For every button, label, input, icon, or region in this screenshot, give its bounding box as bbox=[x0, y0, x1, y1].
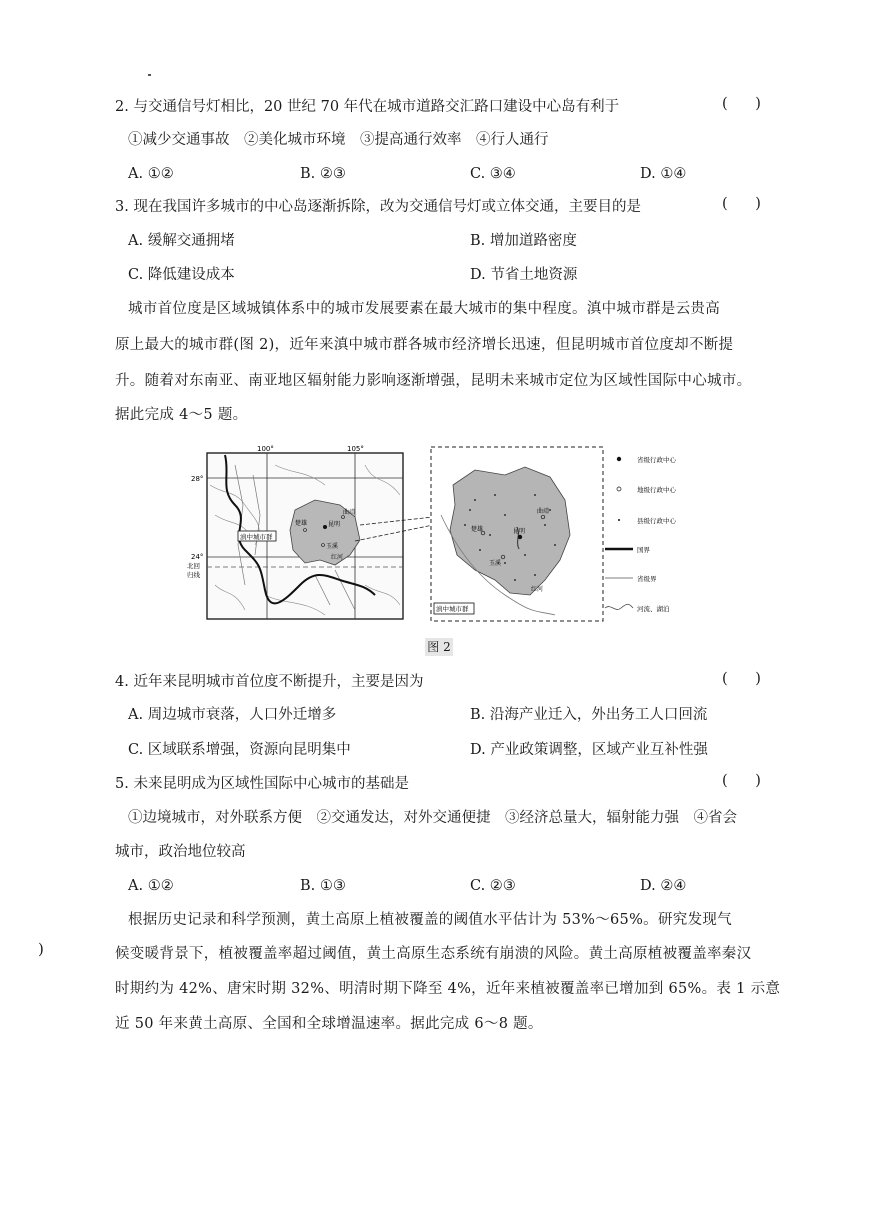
question-3-option-b[interactable]: B. 增加道路密度 bbox=[470, 233, 577, 249]
question-3-answer-bracket[interactable]: ( ) bbox=[722, 196, 761, 212]
question-2-answer-bracket[interactable]: ( ) bbox=[722, 96, 761, 112]
passage-1-line-3: 升。随着对东南亚、南亚地区辐射能力影响逐渐增强，昆明未来城市定位为区域性国际中心城市。 bbox=[115, 373, 752, 389]
figure-2-map bbox=[187, 445, 676, 625]
inset-city-yuxi: 玉溪 bbox=[489, 560, 502, 567]
passage-2-line-4: 近 50 年来黄土高原、全国和全球增温速率。据此完成 6～8 题。 bbox=[115, 1016, 543, 1032]
left-map-city-honghe: 红河 bbox=[331, 554, 344, 561]
question-2-option-d[interactable]: D. ①④ bbox=[640, 166, 687, 182]
left-map-city-yuxi: 玉溪 bbox=[326, 543, 339, 550]
left-map-city-qujing: 曲靖 bbox=[343, 509, 356, 516]
question-2-option-a[interactable]: A. ①② bbox=[128, 166, 174, 182]
inset-city-kunming: 昆明 bbox=[513, 528, 526, 535]
regional-map bbox=[187, 445, 403, 619]
inset-map bbox=[431, 447, 603, 621]
figure-2-caption: 图 2 bbox=[425, 638, 453, 656]
inset-city-qujing: 曲靖 bbox=[537, 508, 550, 515]
question-4-option-d[interactable]: D. 产业政策调整，区域产业互补性强 bbox=[470, 742, 708, 758]
left-map-region-label: 滇中城市群 bbox=[240, 533, 273, 541]
question-5-items-line-1: ①边境城市，对外联系方便 ②交通发达，对外交通便捷 ③经济总量大，辐射能力强 ④省会 bbox=[128, 810, 737, 826]
question-2-stem: 2. 与交通信号灯相比，20 世纪 70 年代在城市道路交汇路口建设中心岛有利于 bbox=[115, 99, 620, 115]
left-map-city-chuxiong: 楚雄 bbox=[295, 520, 308, 527]
tropic-label-1: 北回 bbox=[187, 562, 200, 570]
left-map-city-kunming: 昆明 bbox=[328, 521, 341, 528]
passage-2-line-3: 时期约为 42%、唐宋时期 32%、明清时期下降至 4%，近年来植被覆盖率已增加到 65%。表 1 示意 bbox=[115, 981, 781, 997]
legend-river-symbol bbox=[605, 604, 633, 609]
question-4-option-b[interactable]: B. 沿海产业迁入，外出务工人口回流 bbox=[470, 707, 708, 723]
legend-label-river: 河流、湖泊 bbox=[637, 605, 670, 613]
stray-dot bbox=[148, 74, 151, 76]
map-legend bbox=[605, 455, 677, 613]
question-3-option-c[interactable]: C. 降低建设成本 bbox=[128, 267, 235, 283]
question-5-answer-bracket[interactable]: ( ) bbox=[722, 773, 761, 789]
question-2-option-b[interactable]: B. ②③ bbox=[300, 166, 346, 182]
lon-label-105: 105° bbox=[347, 445, 364, 453]
passage-1-line-2: 原上最大的城市群(图 2)，近年来滇中城市群各城市经济增长迅速，但昆明城市首位度却不断提 bbox=[115, 337, 734, 353]
passage-1-line-1: 城市首位度是区域城镇体系中的城市发展要素在最大城市的集中程度。滇中城市群是云贵高 bbox=[128, 301, 720, 317]
margin-mark: ) bbox=[38, 940, 44, 958]
lat-label-28: 28° bbox=[191, 475, 204, 483]
question-5-option-a[interactable]: A. ①② bbox=[128, 878, 174, 894]
legend-label-capital: 省级行政中心 bbox=[637, 456, 676, 464]
legend-label-county: 县级行政中心 bbox=[637, 517, 676, 525]
question-5-option-c[interactable]: C. ②③ bbox=[470, 878, 516, 894]
legend-capital-symbol bbox=[617, 457, 621, 461]
passage-1-line-4: 据此完成 4～5 题。 bbox=[115, 407, 248, 423]
lat-label-24: 24° bbox=[191, 553, 204, 561]
tropic-label-2: 归线 bbox=[187, 571, 200, 579]
legend-label-provincial-border: 省级界 bbox=[637, 575, 657, 583]
question-4-option-a[interactable]: A. 周边城市衰落，人口外迁增多 bbox=[128, 707, 337, 723]
passage-2-line-1: 根据历史记录和科学预测，黄土高原上植被覆盖的阈值水平估计为 53%～65%。研究发现气 bbox=[128, 912, 732, 928]
question-2-option-c[interactable]: C. ③④ bbox=[470, 166, 516, 182]
question-4-stem: 4. 近年来昆明城市首位度不断提升，主要是因为 bbox=[115, 674, 424, 690]
inset-city-honghe: 红河 bbox=[531, 586, 544, 593]
question-3-stem: 3. 现在我国许多城市的中心岛逐渐拆除，改为交通信号灯或立体交通，主要目的是 bbox=[115, 199, 641, 215]
legend-label-national-border: 国界 bbox=[637, 546, 650, 554]
question-5-option-d[interactable]: D. ②④ bbox=[640, 878, 687, 894]
passage-2-line-2: 候变暖背景下，植被覆盖率超过阈值，黄土高原生态系统有崩溃的风险。黄土高原植被覆盖率秦汉 bbox=[115, 946, 752, 962]
question-4-option-c[interactable]: C. 区域联系增强，资源向昆明集中 bbox=[128, 742, 351, 758]
legend-county-symbol bbox=[618, 519, 620, 521]
inset-region-label: 滇中城市群 bbox=[436, 605, 469, 613]
question-5-items-line-2: 城市，政治地位较高 bbox=[115, 844, 246, 860]
lon-label-100: 100° bbox=[257, 445, 274, 453]
question-5-option-b[interactable]: B. ①③ bbox=[300, 878, 346, 894]
question-3-option-a[interactable]: A. 缓解交通拥堵 bbox=[128, 233, 235, 249]
legend-label-prefecture: 地级行政中心 bbox=[637, 486, 676, 494]
legend-prefecture-symbol bbox=[617, 487, 621, 491]
question-5-stem: 5. 未来昆明成为区域性国际中心城市的基础是 bbox=[115, 776, 409, 792]
inset-city-chuxiong: 楚雄 bbox=[471, 526, 484, 533]
question-2-items: ①减少交通事故 ②美化城市环境 ③提高通行效率 ④行人通行 bbox=[128, 132, 549, 148]
question-3-option-d[interactable]: D. 节省土地资源 bbox=[470, 267, 578, 283]
question-4-answer-bracket[interactable]: ( ) bbox=[722, 671, 761, 687]
